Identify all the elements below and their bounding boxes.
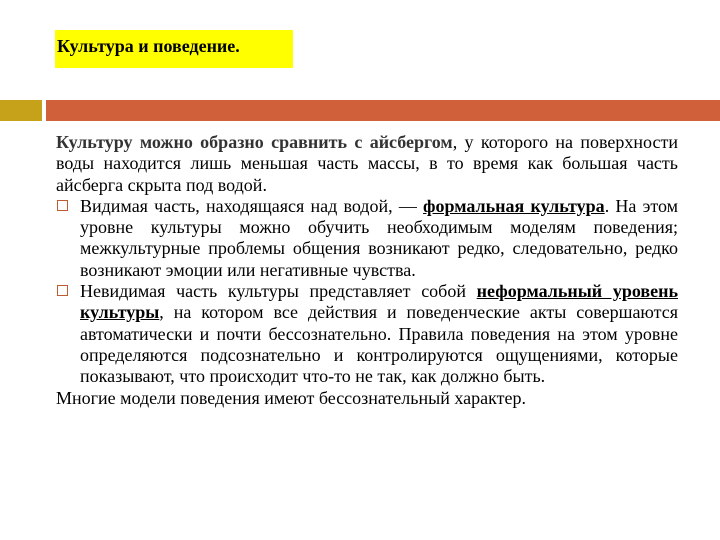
- slide-body: [56, 132, 678, 409]
- intro-paragraph: [56, 132, 678, 196]
- bullet-text: , на котором все действия и поведенческие акты совершаются автоматически и почти бессознательно. Правила поведения на этом уровне определяются подсознательно и контролируются ощущениями, которые показывают, что происходит что-то не так, как должно быть.: [80, 302, 678, 387]
- accent-bar-gold: [0, 100, 42, 121]
- bullet-term: неформальный уровень культуры: [80, 281, 678, 323]
- bullet-text: Видимая часть, находящаяся над водой, —: [80, 195, 424, 216]
- bullet-term: формальная культура: [423, 195, 605, 216]
- bullet-text: Невидимая часть культуры представляет собой: [80, 281, 477, 302]
- slide-title: Культура и поведение.: [57, 36, 240, 56]
- intro-lead: Культуру можно образно сравнить с айсбергом: [56, 132, 453, 152]
- bullet-item: [56, 196, 678, 281]
- bullet-text: . На этом уровне культуры можно обучить необходимым моделям поведения; межкультурные проблемы общения возникают редко, следовательно, редко возникают эмоции или негативные чувства.: [80, 195, 679, 280]
- square-bullet-icon: [57, 200, 68, 211]
- bullet-item: [56, 281, 678, 387]
- closing-paragraph: Многие модели поведения имеют бессознательный характер.: [56, 387, 526, 408]
- intro-text: , у которого на поверхности воды находится лишь меньшая часть массы, в то время как большая часть айсберга скрыта под водой.: [56, 132, 678, 195]
- accent-bar-orange: [46, 100, 720, 121]
- square-bullet-icon: [57, 285, 68, 296]
